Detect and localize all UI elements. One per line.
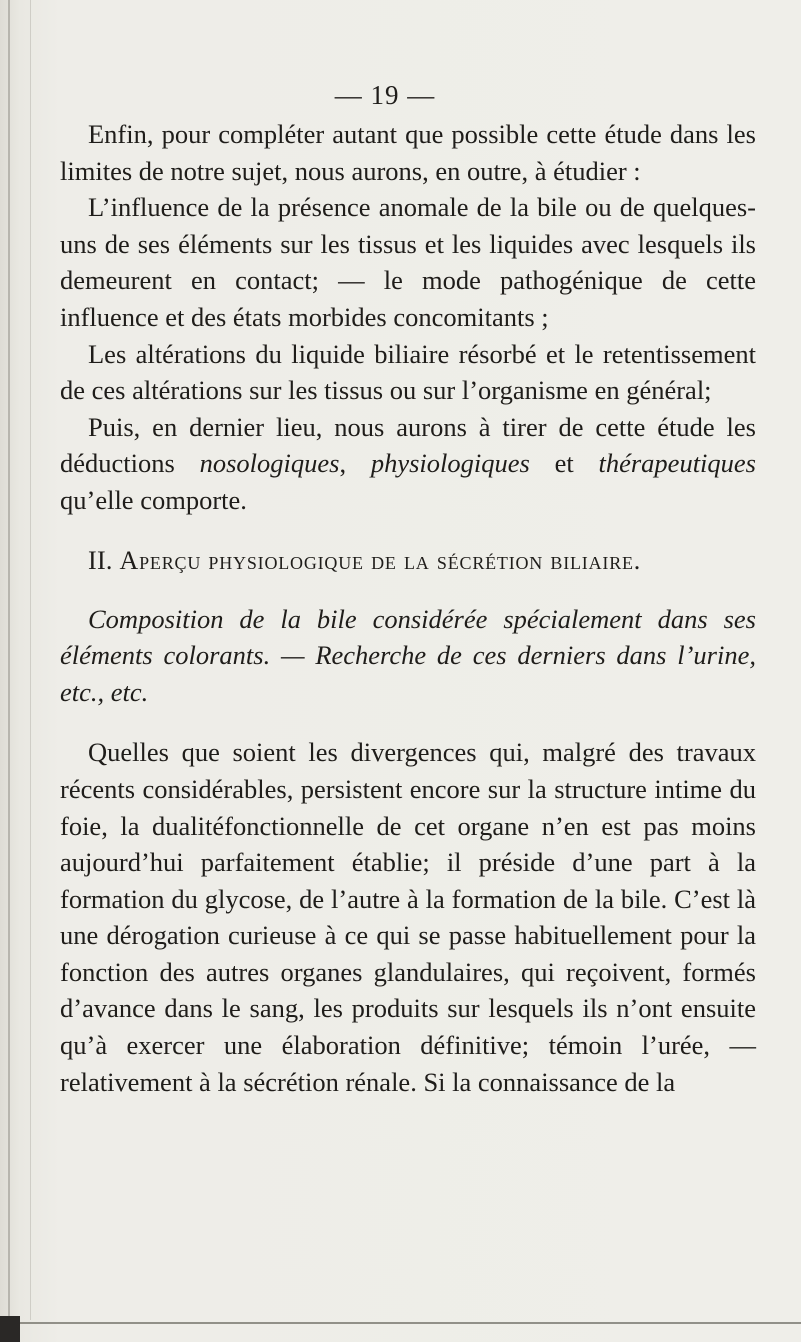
section-numeral: II. (88, 545, 113, 575)
binding-shadow-line (8, 0, 10, 1320)
binding-edge-line (30, 0, 31, 1320)
italic-physiologiques: physiologiques (370, 448, 530, 479)
deductions-text-end: qu’elle comporte. (60, 484, 247, 515)
deductions-text-start: Puis, en dernier lieu, nous aurons à tirer de cette étude les déductions (60, 411, 756, 479)
paragraph-alterations: Les altérations du liquide biliaire résorbé et le retentissement de ces altérations sur les tissus ou sur l’organisme en général; (60, 338, 756, 406)
bottom-corner-mark (0, 1316, 20, 1342)
paragraph-intro: Enfin, pour compléter autant que possible cette étude dans les limites de notre sujet, nous aurons, en outre, à étudier : (60, 119, 756, 186)
page-number: — 19 — (334, 80, 436, 110)
italic-therapeutiques: thérapeutiques (598, 448, 756, 479)
section-heading (60, 543, 756, 579)
deductions-and: et (529, 448, 599, 479)
bottom-rule (0, 1322, 801, 1324)
paragraph-physiology: Quelles que soient les divergences qui, malgré des travaux récents considérables, persistent encore sur la structure intime du foie, la dualitéfonctionnelle de cet organe n’en est pas moins aujourd’hui parfaitement établie; il préside d’une part à la formation du glycose, de l’autre à la formation de la bile. C’est là une dérogation curieuse à ce qui se passe habituellement pour la fonction des autres organes glandulaires, qui reçoivent, formés d’avance dans le sang, les produits sur lesquels ils n’ont ensuite qu’à exercer une élaboration définitive; témoin l’urée, — relativement à la sécrétion rénale. Si la connaissance de la (60, 737, 756, 1097)
paragraph-deductions (60, 409, 756, 519)
deductions-separator: , (339, 448, 371, 479)
page-text (60, 116, 756, 1100)
italic-nosologiques: nosologiques (199, 448, 340, 479)
section-subtitle: Composition de la bile considérée spécialement dans ses éléments colorants. — Recherche de ces derniers dans l’urine, etc., etc. (60, 603, 756, 707)
paragraph-influence: L’influence de la présence anomale de la bile ou de quelques-uns de ses éléments sur les tissus et les liquides avec lesquels ils demeurent en contact; — le mode pathogénique de cette influence et des états morbides concomitants ; (60, 192, 756, 332)
section-title: Aperçu physiologique de la sécrétion biliaire. (119, 545, 642, 575)
